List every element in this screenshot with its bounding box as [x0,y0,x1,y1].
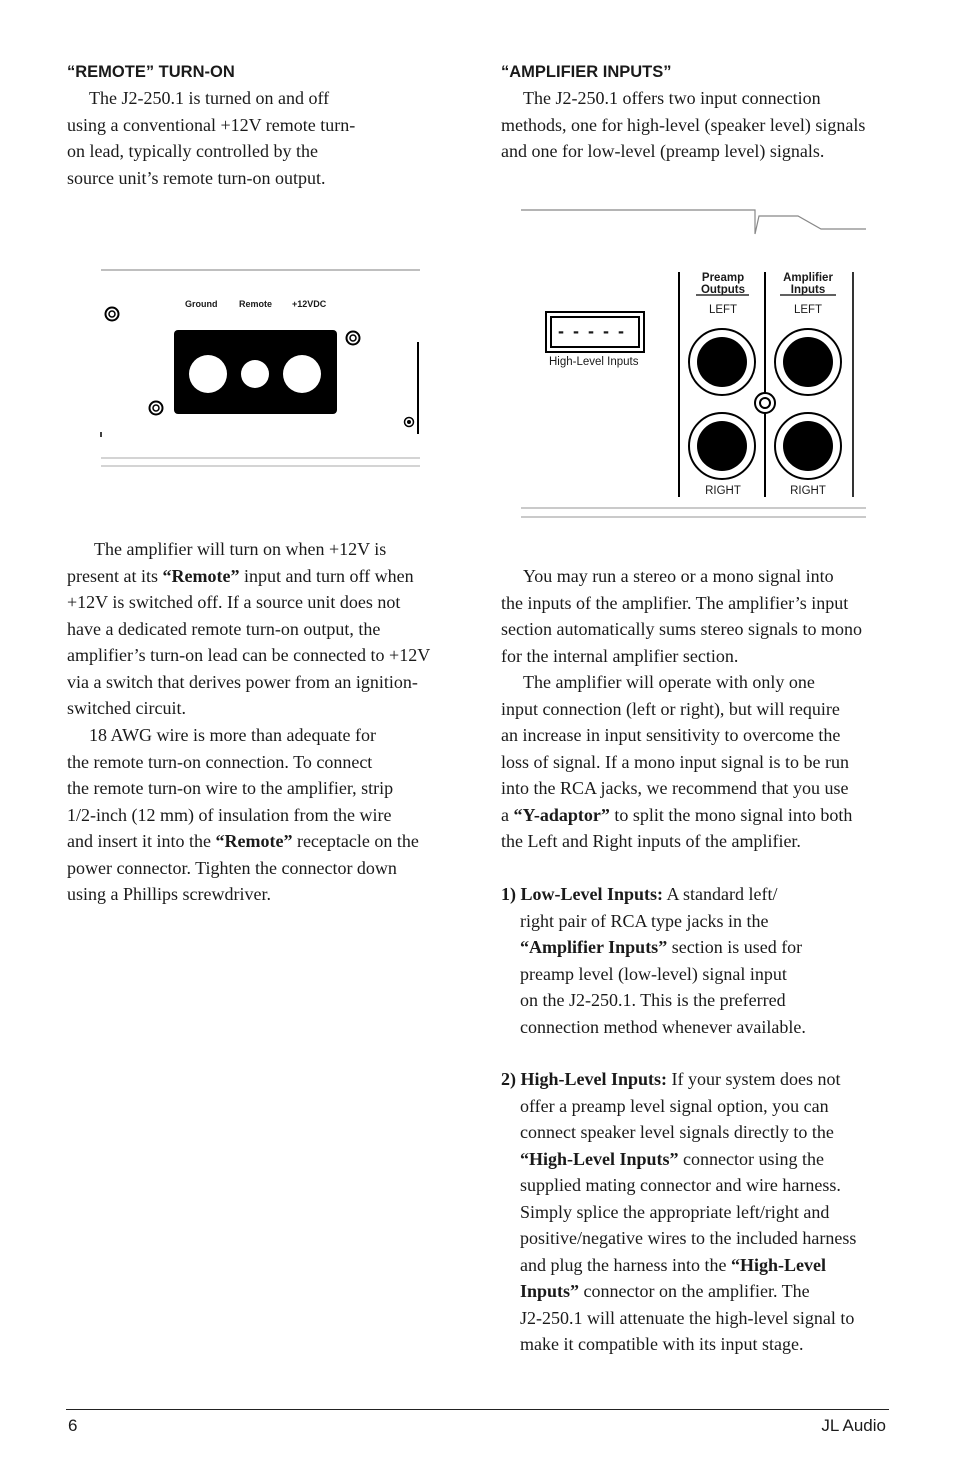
text-line: using a conventional +12V remote turn- [67,114,356,135]
text-run: and plug the harness into the [520,1254,731,1275]
text-run: If your system does not [667,1069,841,1089]
amplifier-inputs-label [764,272,852,296]
text-line: the remote turn-on connection. To connect [67,751,373,772]
label-line: Outputs [700,284,746,296]
footer-divider [66,1409,889,1410]
remote-body-paragraph-2 [67,722,419,908]
text-line: methods, one for high-level (speaker level) signals [501,114,866,135]
low-level-inputs-item [501,881,806,1040]
text-line: right pair of RCA type jacks in the [520,910,769,931]
text-line: on the J2-250.1. This is the preferred [520,990,786,1010]
power-connector-figure [95,262,425,472]
text-line: make it compatible with its input stage. [520,1334,804,1354]
text-line: amplifier’s turn-on lead can be connected to +12V [67,645,431,665]
text-run: connector using the [678,1148,824,1169]
screw-icon [405,418,414,427]
ground-terminal [189,355,227,393]
list-number: 2) [501,1069,521,1089]
text-line [501,1066,856,1093]
text-run: to split the mono signal into both [609,804,853,825]
text-line: an increase in input sensitivity to overcome the [501,725,841,745]
ground-label: Ground [185,299,218,309]
text-line: have a dedicated remote turn-on output, the [67,618,381,639]
text-line: preamp level (low-level) signal input [520,963,787,984]
rca-jack-icon [775,413,841,479]
text-line: for the internal amplifier section. [501,645,739,666]
high-level-inputs-label: High-Level Inputs [549,356,639,368]
text-line [501,1278,856,1305]
inputs-body-paragraph-2 [501,669,852,855]
list-number: 1) [501,884,521,904]
text-line [501,881,806,908]
text-line [501,1146,856,1173]
text-line: loss of signal. If a mono input signal is to be run [501,751,849,772]
text-line: using a Phillips screwdriver. [67,884,271,904]
remote-body-paragraph-1 [67,536,430,722]
text-line: section automatically sums stereo signals to mono [501,619,862,639]
remote-terminal [241,360,269,388]
text-line: offer a preamp level signal option, you can [520,1095,829,1116]
page-number: 6 [68,1416,78,1435]
high-level-emphasis: “High-Level [730,1254,826,1275]
text-line: connection method whenever available. [520,1016,806,1037]
screw-icon [347,332,360,345]
screw-icon [150,402,163,415]
text-line: You may run a stereo or a mono signal into [523,566,834,586]
high-level-inputs-item [501,1066,856,1358]
preamp-right-label: RIGHT [705,485,741,497]
inputs-body-paragraph-1 [501,563,862,669]
text-run: section is used for [667,937,803,957]
vdc-label: +12VDC [292,299,327,309]
text-run: connector on the amplifier. The [579,1281,810,1301]
text-line: into the RCA jacks, we recommend that you use [501,778,849,798]
inputs-intro-paragraph [501,85,865,165]
inputs-emphasis: Inputs” [520,1281,580,1301]
preamp-left-label: LEFT [708,304,738,316]
label-line: Preamp [701,272,745,284]
text-line [501,934,806,961]
rca-jack-icon [689,413,755,479]
amplifier-inputs-heading: “AMPLIFIER INPUTS” [501,63,672,81]
text-line [501,802,852,829]
amplifier-inputs-emphasis: “Amplifier Inputs” [520,937,668,957]
text-line: supplied mating connector and wire harness. [520,1175,841,1195]
text-line: on lead, typically controlled by the [67,141,318,161]
text-line: the inputs of the amplifier. The amplifier’s input [501,592,849,613]
remote-turn-on-heading: “REMOTE” TURN-ON [67,63,235,81]
text-line: The amplifier will turn on when +12V is [94,539,387,559]
pin-dashes: - - - - - [558,321,626,341]
preamp-outputs-label [680,272,766,296]
list-title: Low-Level Inputs: [520,884,664,904]
label-line: Inputs [790,284,826,296]
screw-icon [106,308,119,321]
amp-right-label: RIGHT [790,485,826,497]
text-line [67,563,430,590]
text-line: the Left and Right inputs of the amplifier. [501,831,801,851]
high-level-inputs-emphasis: “High-Level Inputs” [520,1148,679,1169]
text-line: The J2-250.1 is turned on and off [89,88,330,108]
text-line: positive/negative wires to the included harness [520,1228,857,1248]
remote-emphasis: “Remote” [162,565,240,586]
text-line: The amplifier will operate with only one [523,672,815,692]
text-line: The J2-250.1 offers two input connection [523,88,821,108]
remote-label: Remote [239,299,273,309]
list-title: High-Level Inputs: [520,1069,668,1089]
text-run: present at its [67,565,163,586]
screw-icon [755,393,775,413]
text-line: 18 AWG wire is more than adequate for [89,725,376,745]
text-line: source unit’s remote turn-on output. [67,167,326,188]
text-line: 1/2-inch (12 mm) of insulation from the wire [67,804,392,825]
text-run: receptacle on the [292,831,419,851]
text-line: +12V is switched off. If a source unit does not [67,592,401,612]
text-run: a [501,804,514,825]
text-line: and one for low-level (preamp level) signals. [501,141,825,161]
text-line: via a switch that derives power from an ignition- [67,671,418,692]
text-run: input and turn off when [239,565,414,586]
power-connector-diagram [95,262,425,472]
text-line [501,1252,856,1279]
amp-left-label: LEFT [793,304,823,316]
label-line: Amplifier [783,272,833,284]
vdc-terminal [283,355,321,393]
footer-brand: JL Audio [821,1416,886,1435]
text-run: A standard left/ [663,884,778,904]
remote-intro-paragraph [67,85,355,191]
text-line: input connection (left or right), but will require [501,698,840,719]
text-line [67,828,419,855]
text-line: the remote turn-on wire to the amplifier, strip [67,778,394,798]
text-line: J2-250.1 will attenuate the high-level signal to [520,1307,855,1328]
rca-jack-icon [775,329,841,395]
text-line: Simply splice the appropriate left/right and [520,1201,830,1222]
remote-emphasis: “Remote” [215,831,293,851]
y-adaptor-emphasis: “Y-adaptor” [513,804,610,825]
text-run: and insert it into the [67,831,216,851]
rca-jack-icon [689,329,755,395]
text-line: switched circuit. [67,698,186,718]
text-line: power connector. Tighten the connector down [67,857,397,878]
text-line: connect speaker level signals directly to the [520,1122,834,1142]
